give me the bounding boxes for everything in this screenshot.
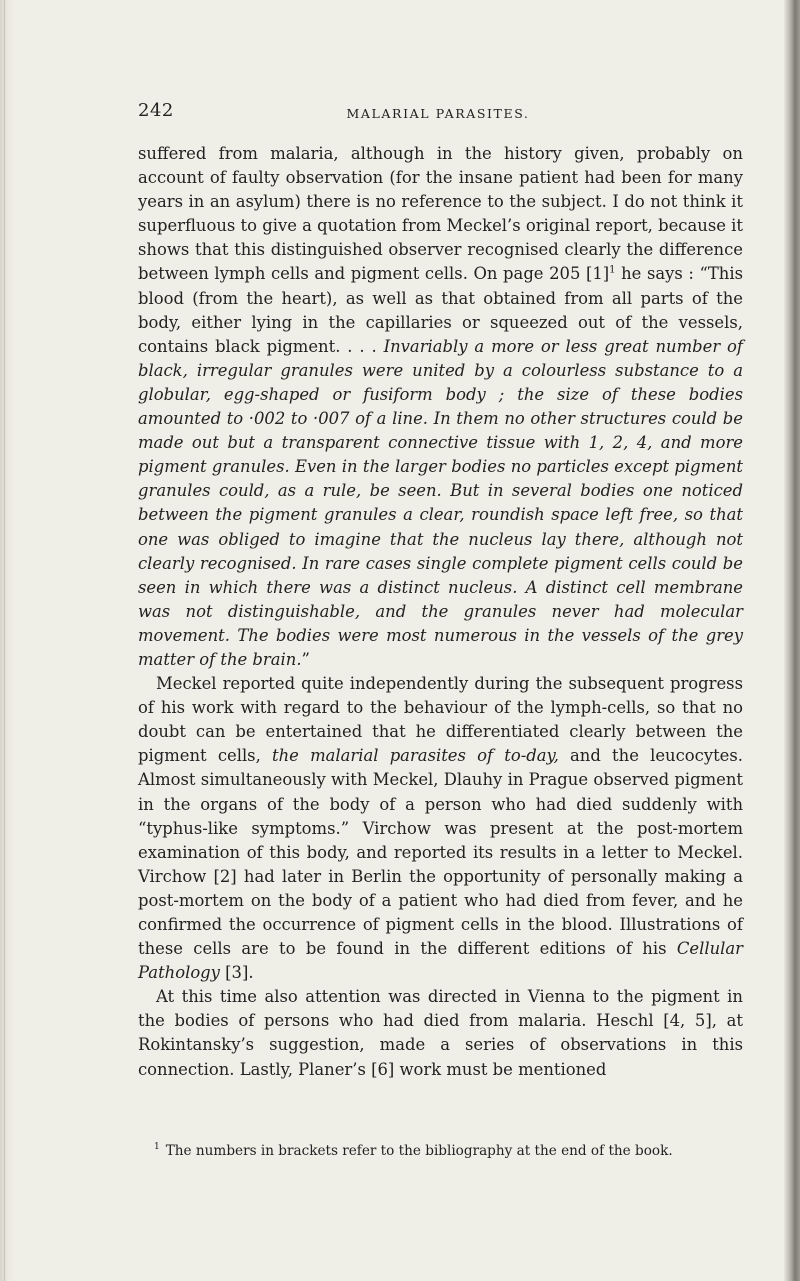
page-number: 242 — [138, 100, 174, 121]
paragraph — [138, 142, 743, 672]
text-segment: ” — [301, 649, 310, 669]
running-title: MALARIAL PARASITES. — [346, 106, 530, 121]
text-segment: Meckel reported quite independently during the subsequent progress of his work with regard to the behaviour of the lymph-cells, so that no doubt can be entertained that he differentiated clearly between the pigment cells, — [138, 674, 743, 766]
footnote-mark: 1 — [154, 1142, 160, 1153]
body-text — [138, 142, 743, 1082]
paragraph — [138, 985, 743, 1081]
footnote-text: The numbers in brackets refer to the bibliography at the end of the book. — [165, 1143, 673, 1159]
footnote — [138, 1142, 743, 1161]
page-left-shadow — [0, 0, 14, 1281]
footnote-ref: 1 — [609, 265, 616, 276]
italic-text: the malarial parasites of to-day, — [272, 746, 559, 766]
italic-text: Cellular Pathology — [138, 939, 743, 983]
paragraph — [138, 672, 743, 985]
text-segment: [3]. — [219, 963, 254, 983]
gutter-line — [4, 0, 5, 1281]
text-segment: and the leucocytes. Almost simultaneously with Meckel, Dlauhy in Prague observed pigment in the organs of the body of a person who had died suddenly with “typhus-like symptoms.” Virchow was present at the post-mortem examination of this body, and reported its results in a letter to Meckel. Virchow [2] had later in Berlin the opportunity of personally making a post-mortem on the body of a patient who had died from fever, and he confirmed the occurrence of pigment cells in the blood. Illustrations of these cells are to be found in the different editions of his — [138, 746, 743, 959]
text-segment: At this time also attention was directed in Vienna to the pigment in the bodies of persons who had died from malaria. Heschl [4, 5], at Rokintansky’s suggestion, made a series of observations in this connection. Lastly, Planer’s [6] work must be mentioned — [138, 987, 743, 1079]
page-header — [138, 100, 738, 130]
text-segment: suffered from malaria, although in the history given, probably on account of faulty observation (for the insane patient had been for many years in an asylum) there is no reference to the subject. I do not think it superfluous to give a quotation from Meckel’s original report, because it shows that this distinguished observer recognised clearly the difference between lymph cells and pigment cells. On page 205 [1] — [138, 144, 743, 284]
italic-text: Invariably a more or less great number of black, irregular granules were united by a colourless substance to a globular, egg-shaped or fusiform body ; the size of these bodies amounted to ·002 to ·007 of a line. In them no other structures could be made out but a transparent connective tissue with 1, 2, 4, and more pigment granules. Even in the larger bodies no particles except pigment granules could, as a rule, be seen. But in several bodies one noticed between the pigment granules a clear, roundish space left free, so that one was obliged to imagine that the nucleus lay there, although not clearly recognised. In rare cases single complete pigment cells could be seen in which there was a distinct nucleus. A distinct cell membrane was not distinguishable, and the granules never had molecular movement. The bodies were most numerous in the vessels of the grey matter of the brain. — [138, 336, 743, 669]
page-right-edge — [784, 0, 800, 1281]
text-segment: he says : “This blood (from the heart), as well as that obtained from all parts of the body, either lying in the capillaries or squeezed out of the vessels, contains black pigment. . . . — [138, 264, 743, 356]
